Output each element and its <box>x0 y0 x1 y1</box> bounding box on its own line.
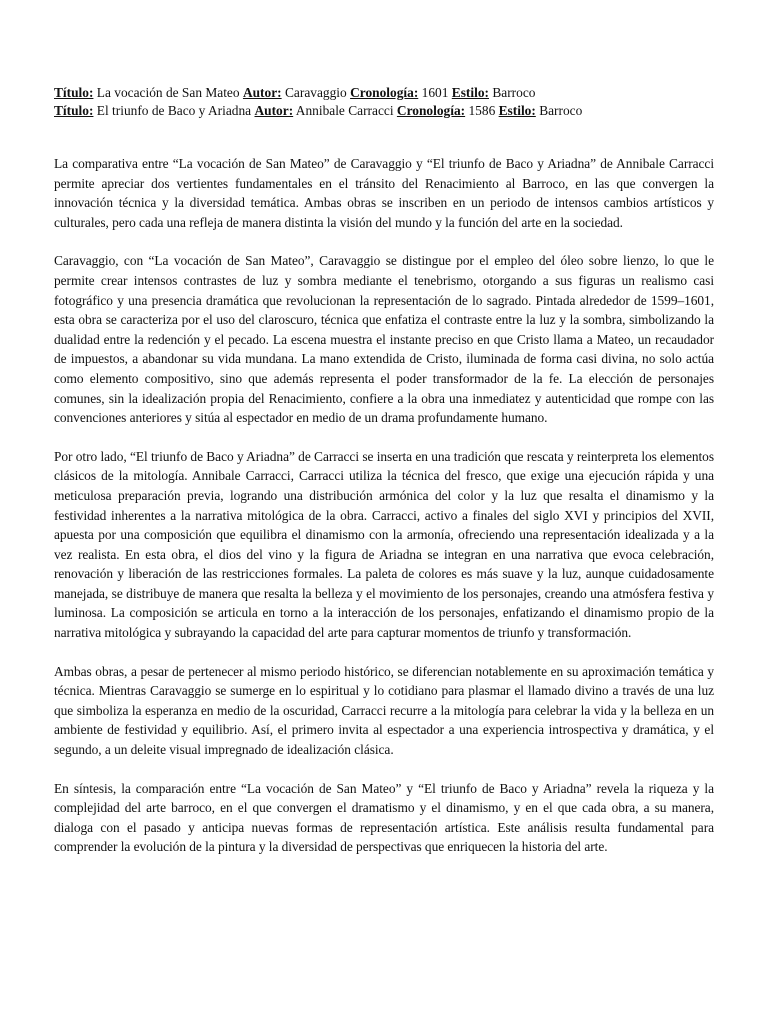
carracci-paragraph: Por otro lado, “El triunfo de Baco y Ariadna” de Carracci se inserta en una tradición que rescata y reinterpreta los elementos clásicos de la mitología. Annibale Carracci, Carracci utiliza la técnica del fresco, que exige una ejecución rápida y una meticulosa preparación previa, logrando una distribución armónica del color y la luz que resalta el dinamismo y la festividad inherentes a la narrativa mitológica de la obra. Carracci, activo a finales del siglo XVI y principios del XVII, apuesta por una composición que equilibra el dinamismo con la armonía, ofreciendo una representación idealizada y a la vez realista. En esta obra, el dios del vino y la figura de Ariadna se integran en una narrativa que evoca celebración, renovación y liberación de las restricciones formales. La paleta de colores es más suave y la luz, aunque cuidadosamente manejada, se distribuye de manera que resalta la belleza y el movimiento de los personajes, creando una atmósfera festiva y luminosa. La composición se articula en torno a la interacción de los personajes, enfatizando el dinamismo propio de la narrativa mitológica y subrayando la capacidad del arte para capturar momentos de triunfo y transformación. <box>54 448 714 641</box>
artwork-chronology: 1586 <box>468 103 496 118</box>
author-label: Autor: <box>242 85 282 100</box>
artwork-title: La vocación de San Mateo <box>96 85 240 100</box>
artwork-meta-line-1 <box>54 84 714 102</box>
conclusion-paragraph: En síntesis, la comparación entre “La vocación de San Mateo” y “El triunfo de Baco y Ariadna” revela la riqueza y la complejidad del arte barroco, en el que convergen el dramatismo y el dinamismo, y en el que cada obra, a su manera, dialoga con el pasado y anticipa nuevas formas de representación artística. Este análisis resulta fundamental para comprender la evolución de la pintura y la diversidad de perspectivas que enriquecen la historia del arte. <box>54 780 714 855</box>
artwork-title: El triunfo de Baco y Ariadna <box>96 103 252 118</box>
chronology-label: Cronología: <box>396 103 466 118</box>
artwork-metadata <box>54 84 714 120</box>
artwork-style: Barroco <box>539 103 583 118</box>
chronology-label: Cronología: <box>350 85 419 100</box>
artwork-author: Annibale Carracci <box>295 103 394 118</box>
artwork-meta-line-2 <box>54 102 714 120</box>
title-label: Título: <box>54 85 94 100</box>
comparison-paragraph: Ambas obras, a pesar de pertenecer al mismo periodo histórico, se diferencian notablemente en su aproximación temática y técnica. Mientras Caravaggio se sumerge en lo espiritual y lo cotidiano para plasmar el llamado divino a través de una luz que simboliza la esperanza en medio de la oscuridad, Carracci recurre a la mitología para celebrar la vida y la belleza en un ambiente de festividad y equilibrio. Así, el primero invita al espectador a una experiencia introspectiva y dramática, y el segundo, a un deleite visual impregnado de idealización clásica. <box>54 663 714 758</box>
caravaggio-paragraph: Caravaggio, con “La vocación de San Mateo”, Caravaggio se distingue por el empleo del óleo sobre lienzo, lo que le permite crear intensos contrastes de luz y sombra mediante el tenebrismo, otorgando a sus figuras un realismo casi fotográfico y una presencia dramática que revolucionan la representación de lo sagrado. Pintada alrededor de 1599–1601, esta obra se caracteriza por el uso del claroscuro, técnica que enfatiza el contraste entre la luz y la sombra, simbolizando la dualidad entre la redención y el pecado. La escena muestra el instante preciso en que Cristo llama a Mateo, un recaudador de impuestos, a abandonar su vida mundana. La mano extendida de Cristo, iluminada de forma casi divina, no solo actúa como elemento compositivo, sino que además representa el poder transformador de la fe. La elección de personajes comunes, sin la idealización propia del Renacimiento, confiere a la obra una inmediatez y autenticidad que rompe con las convenciones anteriores y sitúa al espectador en medio de un drama profundamente humano. <box>54 253 714 426</box>
artwork-style: Barroco <box>492 85 536 100</box>
intro-paragraph: La comparativa entre “La vocación de San Mateo” de Caravaggio y “El triunfo de Baco y Ariadna” de Annibale Carracci permite apreciar dos vertientes fundamentales en el tránsito del Renacimiento al Barroco, en las que convergen la innovación técnica y la diversidad temática. Ambas obras se inscriben en un periodo de intensos cambios artísticos y culturales, pero cada una refleja de manera distinta la visión del mundo y la función del arte en la sociedad. <box>54 156 714 230</box>
style-label: Estilo: <box>498 103 536 118</box>
artwork-author: Caravaggio <box>284 85 347 100</box>
style-label: Estilo: <box>451 85 489 100</box>
title-label: Título: <box>54 103 94 118</box>
document-page <box>54 84 714 876</box>
artwork-chronology: 1601 <box>421 85 449 100</box>
author-label: Autor: <box>254 103 294 118</box>
